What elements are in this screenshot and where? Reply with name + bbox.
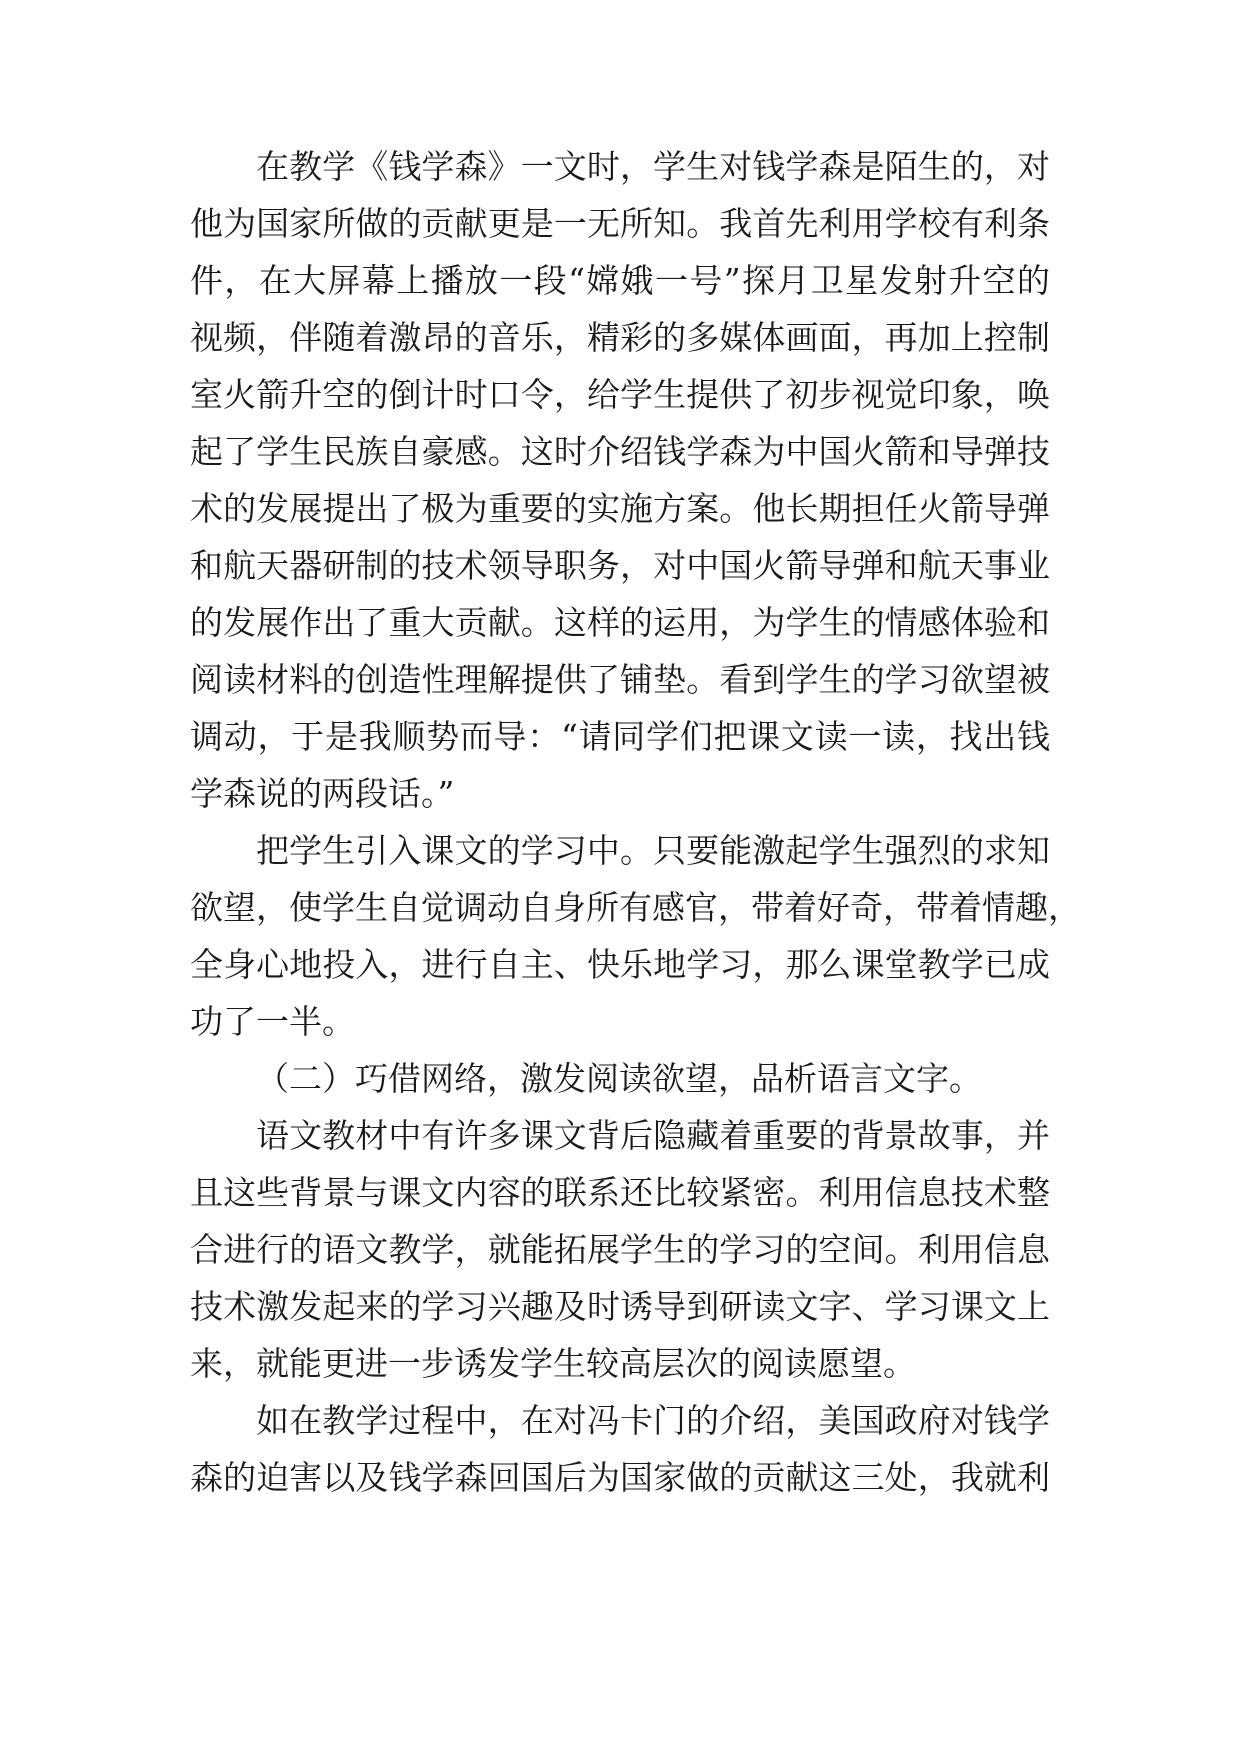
paragraph-line: 调动，于是我顺势而导：“请同学们把课文读一读，找出钱 [190,717,1050,756]
paragraph-line: 语文教材中有许多课文背后隐藏着重要的背景故事，并 [256,1116,1050,1155]
paragraph-line: 来，就能更进一步诱发学生较高层次的阅读愿望。 [190,1344,916,1383]
paragraph-line: 森的迫害以及钱学森回国后为国家做的贡献这三处，我就利 [190,1458,1050,1497]
paragraph-line: 视频，伴随着激昂的音乐，精彩的多媒体画面，再加上控制 [190,318,1050,357]
paragraph-line: 合进行的语文教学，就能拓展学生的学习的空间。利用信息 [190,1230,1050,1269]
paragraph-line: 和航天器研制的技术领导职务，对中国火箭导弹和航天事业 [190,546,1050,585]
paragraph-line: 件，在大屏幕上播放一段“嫦娥一号”探月卫星发射升空的 [190,261,1050,300]
paragraph-line: 起了学生民族自豪感。这时介绍钱学森为中国火箭和导弹技 [190,432,1050,471]
paragraph-line: 的发展作出了重大贡献。这样的运用，为学生的情感体验和 [190,603,1050,642]
paragraph-line: 室火箭升空的倒计时口令，给学生提供了初步视觉印象，唤 [190,375,1050,414]
paragraph-line: 如在教学过程中，在对冯卡门的介绍，美国政府对钱学 [256,1401,1050,1440]
paragraph-line: 在教学《钱学森》一文时，学生对钱学森是陌生的，对 [256,147,1050,186]
paragraph-line: 学森说的两段话。” [190,774,455,813]
paragraph-line: 欲望，使学生自觉调动自身所有感官，带着好奇，带着情趣， [190,888,1081,927]
paragraph-line: 术的发展提出了极为重要的实施方案。他长期担任火箭导弹 [190,489,1050,528]
paragraph-line: 全身心地投入，进行自主、快乐地学习，那么课堂教学已成 [190,945,1050,984]
paragraph-line: 功了一半。 [190,1002,355,1041]
paragraph-line: 阅读材料的创造性理解提供了铺垫。看到学生的学习欲望被 [190,660,1050,699]
paragraph-line: 且这些背景与课文内容的联系还比较紧密。利用信息技术整 [190,1173,1050,1212]
paragraph-line: 把学生引入课文的学习中。只要能激起学生强烈的求知 [256,831,1050,870]
section-heading: （二）巧借网络，激发阅读欲望，品析语言文字。 [256,1059,982,1098]
paragraph-line: 技术激发起来的学习兴趣及时诱导到研读文字、学习课文上 [190,1287,1050,1326]
paragraph-line: 他为国家所做的贡献更是一无所知。我首先利用学校有利条 [190,204,1050,243]
